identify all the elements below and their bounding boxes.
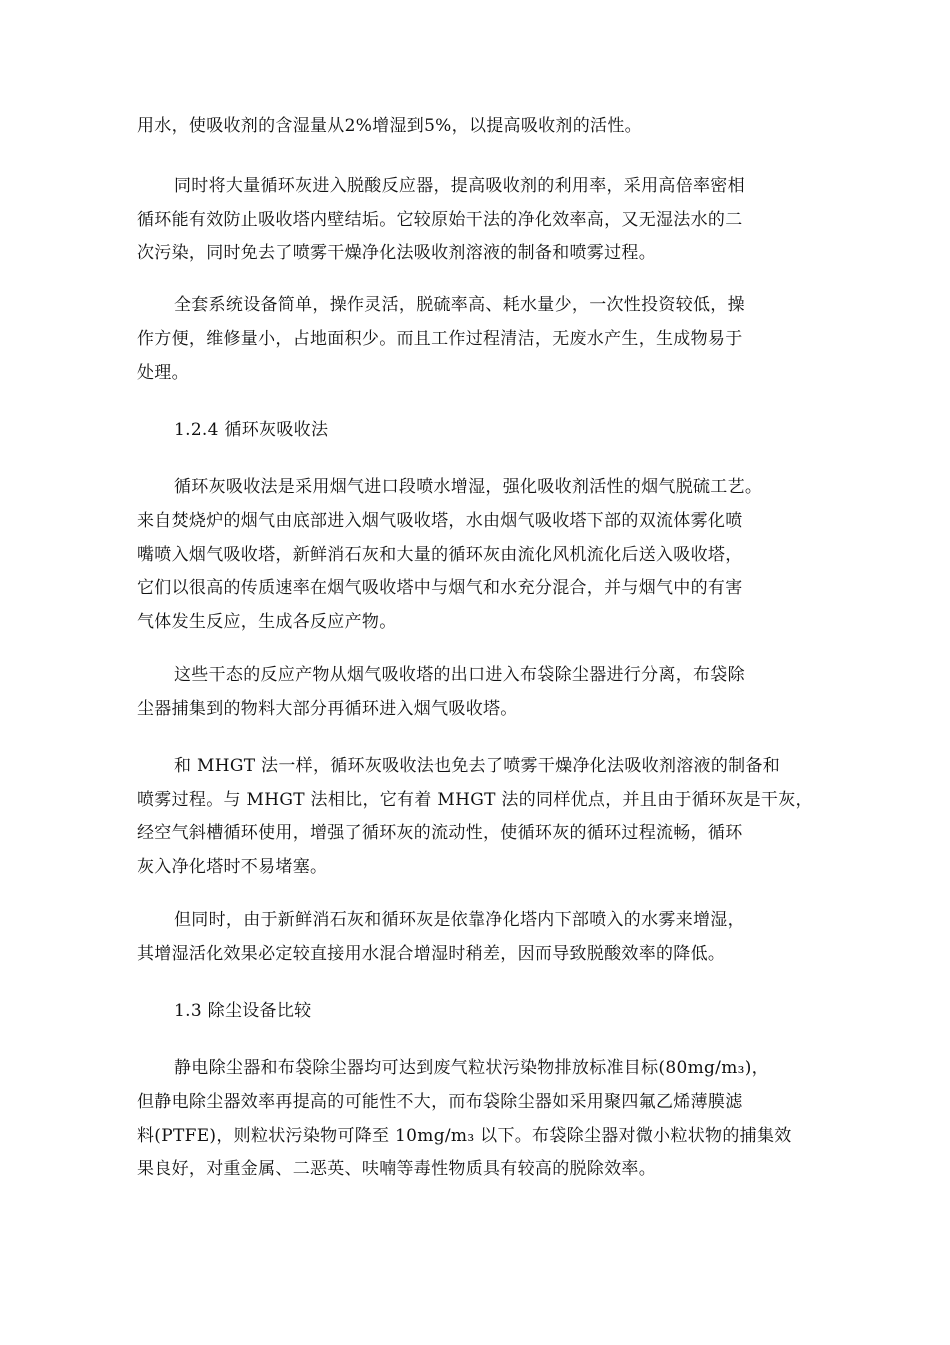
text-line: 气体发生反应，生成各反应产物。 — [137, 612, 397, 632]
text-line: 循环灰吸收法是采用烟气进口段喷水增湿，强化吸收剂活性的烟气脱硫工艺。 — [174, 477, 763, 497]
text-line: 用水，使吸收剂的含湿量从2%增湿到5%，以提高吸收剂的活性。 — [137, 116, 642, 136]
text-line: 次污染，同时免去了喷雾干燥净化法吸收剂溶液的制备和喷雾过程。 — [137, 243, 656, 263]
text-line: 它们以很高的传质速率在烟气吸收塔中与烟气和水充分混合，并与烟气中的有害 — [137, 578, 743, 598]
text-line: 果良好，对重金属、二恶英、呋喃等毒性物质具有较高的脱除效率。 — [137, 1159, 656, 1179]
text-line: 嘴喷入烟气吸收塔，新鲜消石灰和大量的循环灰由流化风机流化后送入吸收塔， — [137, 545, 743, 565]
text-line: 同时将大量循环灰进入脱酸反应器，提高吸收剂的利用率，采用高倍率密相 — [174, 176, 745, 196]
text-line: 其增湿活化效果必定较直接用水混合增湿时稍差，因而导致脱酸效率的降低。 — [137, 944, 726, 964]
text-line: 全套系统设备简单，操作灵活，脱硫率高、耗水量少，一次性投资较低，操 — [174, 295, 745, 315]
section-heading: 1.3 除尘设备比较 — [174, 1001, 312, 1021]
text-line: 处理。 — [137, 363, 189, 383]
text-line: 经空气斜槽循环使用，增强了循环灰的流动性，使循环灰的循环过程流畅，循环 — [137, 823, 743, 843]
text-line: 料(PTFE)，则粒状污染物可降至 10mg/m₃ 以下。布袋除尘器对微小粒状物的捕集效 — [137, 1126, 792, 1146]
text-line: 灰入净化塔时不易堵塞。 — [137, 857, 328, 877]
section-heading: 1.2.4 循环灰吸收法 — [174, 420, 329, 440]
text-line: 和 MHGT 法一样，循环灰吸收法也免去了喷雾干燥净化法吸收剂溶液的制备和 — [174, 756, 781, 776]
text-line: 喷雾过程。与 MHGT 法相比，它有着 MHGT 法的同样优点，并且由于循环灰是干灰， — [137, 790, 813, 810]
text-line: 作方便，维修量小，占地面积少。而且工作过程清洁，无废水产生，生成物易于 — [137, 329, 743, 349]
text-line: 静电除尘器和布袋除尘器均可达到废气粒状污染物排放标准目标(80mg/m₃)， — [174, 1058, 769, 1078]
text-line: 但同时，由于新鲜消石灰和循环灰是依靠净化塔内下部喷入的水雾来增湿， — [174, 910, 745, 930]
text-line: 来自焚烧炉的烟气由底部进入烟气吸收塔，水由烟气吸收塔下部的双流体雾化喷 — [137, 511, 743, 531]
text-line: 循环能有效防止吸收塔内壁结垢。它较原始干法的净化效率高，又无湿法水的二 — [137, 210, 743, 230]
text-line: 这些干态的反应产物从烟气吸收塔的出口进入布袋除尘器进行分离，布袋除 — [174, 665, 745, 685]
text-line: 但静电除尘器效率再提高的可能性不大，而布袋除尘器如采用聚四氟乙烯薄膜滤 — [137, 1092, 743, 1112]
text-line: 尘器捕集到的物料大部分再循环进入烟气吸收塔。 — [137, 699, 518, 719]
